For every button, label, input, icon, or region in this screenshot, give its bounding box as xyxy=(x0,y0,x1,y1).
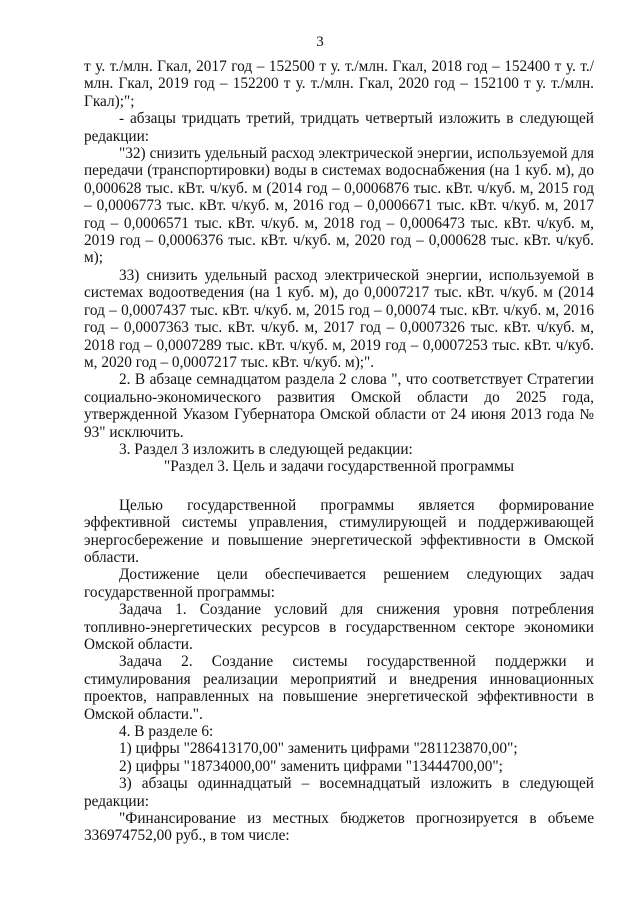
paragraph-task-1: Задача 1. Создание условий для снижения уровня потребления топливно-энергетических ресурсов в государственном секторе экономики Омской области. xyxy=(84,601,594,653)
section-3-heading: "Раздел 3. Цель и задачи государственной программы xyxy=(163,458,515,476)
page-number: 3 xyxy=(316,34,324,50)
paragraph-item-32: "32) снизить удельный расход электрической энергии, используемой для передачи (транспортировки) воды в системах водоснабжения (на 1 куб. м), до 0,000628 тыс. кВт. ч/куб. м (2014 год – 0,0006876 тыс. кВт. ч/куб. м, 2015 год – 0,0006773 тыс. кВт. ч/куб. м, 2016 год – 0,0006671 тыс. кВт. ч/куб. м, 2017 год – 0,0006571 тыс. кВт. ч/куб. м, 2018 год – 0,0006473 тыс. кВт. ч/куб. м, 2019 год – 0,0006376 тыс. кВт. ч/куб. м, 2020 год – 0,000628 тыс. кВт. ч/куб. м); xyxy=(84,145,594,267)
paragraph-subpoint-2: 2) цифры "18734000,00" заменить цифрами "13444700,00"; xyxy=(119,757,503,775)
paragraph-point-3: 3. Раздел 3 изложить в следующей редакции: xyxy=(119,440,413,458)
paragraph-amendment-33-34: - абзацы тридцать третий, тридцать четвертый изложить в следующей редакции: xyxy=(84,110,594,145)
paragraph-task-2: Задача 2. Создание системы государственной поддержки и стимулирования реализации мероприятий и внедрения инновационных проектов, направленных на повышение энергетической эффективности в Омской области.". xyxy=(84,653,594,723)
paragraph-point-2: 2. В абзаце семнадцатом раздела 2 слова ", что соответствует Стратегии социально-экономического развития Омской области до 2025 года, утвержденной Указом Губернатора Омской области от 24 июня 2013 года № 93" исключить. xyxy=(84,371,594,441)
paragraph-item-33: 33) снизить удельный расход электрической энергии, используемой в системах водоотведения (на 1 куб. м), до 0,0007217 тыс. кВт. ч/куб. м (2014 год – 0,0007437 тыс. кВт. ч/куб. м, 2015 год – 0,00074 тыс. кВт. ч/куб. м, 2016 год – 0,0007363 тыс. кВт. ч/куб. м, 2017 год – 0,0007326 тыс. кВт. ч/куб. м, 2018 год – 0,0007289 тыс. кВт. ч/куб. м, 2019 год – 0,0007253 тыс. кВт. ч/куб. м, 2020 год – 0,0007217 тыс. кВт. ч/куб. м);". xyxy=(84,266,594,371)
paragraph-subpoint-1: 1) цифры "286413170,00" заменить цифрами "281123870,00"; xyxy=(119,740,518,758)
paragraph-achievement: Достижение цели обеспечивается решением следующих задач государственной программы: xyxy=(84,566,594,601)
spacer xyxy=(84,476,594,497)
paragraph-goal: Целью государственной программы является формирование эффективной системы управления, стимулирующей и поддерживающей энергосбережение и повышение энергетической эффективности в Омской области. xyxy=(84,496,594,566)
paragraph-continuation: т у. т./млн. Гкал, 2017 год – 152500 т у. т./млн. Гкал, 2018 год – 152400 т у. т./млн. Гкал, 2019 год – 152200 т у. т./млн. Гкал, 2020 год – 152100 т у. т./млн. Гкал);"; xyxy=(84,58,594,110)
paragraph-point-4: 4. В разделе 6: xyxy=(119,723,214,741)
paragraph-subpoint-3: 3) абзацы одиннадцатый – восемнадцатый изложить в следующей редакции: xyxy=(84,775,594,810)
document-body xyxy=(84,58,594,845)
paragraph-financing: "Финансирование из местных бюджетов прогнозируется в объеме 336974752,00 руб., в том числе: xyxy=(84,810,594,845)
